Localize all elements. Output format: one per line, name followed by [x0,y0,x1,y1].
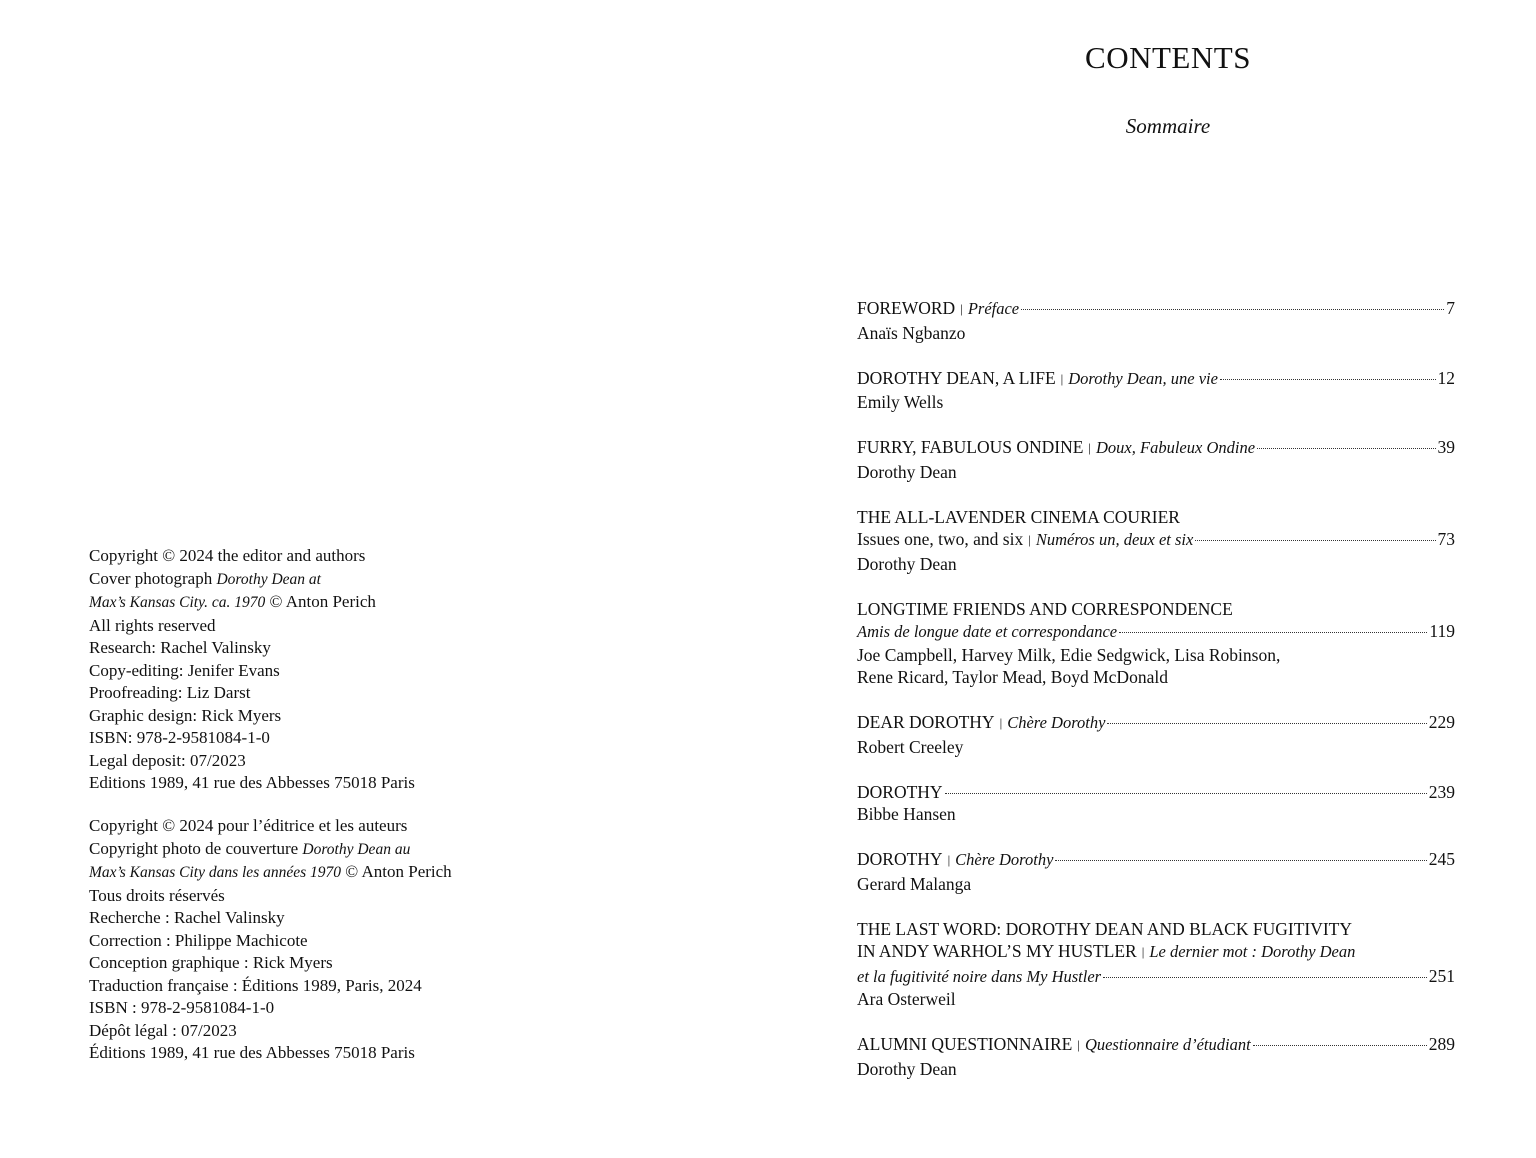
toc-entry [857,781,1455,826]
toc-page-number: 119 [1429,621,1455,641]
toc-entry [857,506,1455,576]
toc-line [857,940,1455,965]
colophon-text: Copy-editing: Jenifer Evans [89,660,280,680]
toc-entry [857,367,1455,414]
toc-french-title: Le dernier mot : Dorothy Dean [1149,942,1356,961]
colophon-line [89,975,509,998]
toc-entry [857,598,1455,689]
colophon-text: Copyright © 2024 the editor and authors [89,546,366,565]
colophon-line [89,1020,509,1043]
colophon-text: Cover photograph [89,568,217,588]
colophon-text: Copyright photo de couverture [89,838,303,858]
toc-author: Gerard Malanga [857,873,972,894]
toc-title: FOREWORD [857,298,956,318]
toc-title: DOROTHY [857,781,943,802]
colophon-line [89,907,509,930]
toc-french-title: Chère Dorothy [1007,713,1106,732]
dot-leader [1195,540,1435,541]
toc-page-number: 251 [1428,965,1455,986]
toc-author: Robert Creeley [857,736,964,757]
toc-separator: | [960,301,963,316]
toc-line [857,1033,1455,1058]
colophon-line [89,615,509,638]
toc-separator: | [1028,532,1031,547]
toc-author: Dorothy Dean [857,1058,957,1079]
dot-leader [1257,448,1435,449]
colophon-text: Correction : Philippe Machicote [89,930,308,950]
toc-line [857,297,1455,322]
colophon-english [89,545,509,795]
contents-subtitle: Sommaire [1125,114,1211,138]
colophon-text: Copyright © 2024 pour l’éditrice et les auteurs [89,816,408,835]
colophon-line [89,705,509,728]
colophon-line [89,772,509,795]
toc-french-title: et la fugitivité noire dans My Hustler [857,966,1102,986]
colophon-text: Dépôt légal : 07/2023 [89,1020,237,1040]
colophon-line [89,861,509,885]
toc-page-number: 7 [1446,298,1455,318]
colophon-text: Tous droits réservés [89,885,225,905]
colophon-text: Research: Rachel Valinsky [89,638,271,657]
colophon-line [89,568,509,592]
toc-line [857,367,1455,392]
toc-page-number: 73 [1437,529,1455,549]
contents-title: CONTENTS [1085,40,1251,75]
toc-title: DOROTHY [857,849,943,869]
toc-author: Dorothy Dean [857,553,957,574]
toc-separator: | [999,715,1003,730]
table-of-contents [857,297,1455,1103]
toc-line [857,506,1455,529]
toc-entry [857,297,1455,344]
toc-title: Issues one, two, and six [857,529,1024,549]
toc-title: FURRY, FABULOUS ONDINE [857,437,1084,457]
colophon-line [89,930,509,953]
toc-line [857,781,1455,804]
colophon-text: © Anton Perich [265,592,376,611]
dot-leader [1055,860,1426,861]
toc-page-number: 39 [1437,437,1455,457]
toc-page-number: 289 [1428,1034,1455,1054]
toc-author: Anaïs Ngbanzo [857,322,966,343]
colophon-french [89,815,509,1065]
toc-line [857,436,1455,461]
toc-page-number: 245 [1428,849,1455,869]
toc-line [857,711,1455,736]
colophon-italic: Dorothy Dean at [216,570,321,588]
toc-title: DEAR DOROTHY [857,712,995,732]
colophon-line [89,682,509,705]
right-page [768,0,1536,1158]
toc-title: THE LAST WORD: DOROTHY DEAN AND BLACK FUGITIVITY [857,918,1352,939]
dot-leader [1253,1045,1427,1046]
toc-title: IN ANDY WARHOL’S MY HUSTLER [857,941,1137,961]
colophon-text: Éditions 1989, 41 rue des Abbesses 75018 Paris [89,1043,415,1062]
colophon-text: © Anton Perich [341,862,452,881]
colophon-line [89,660,509,683]
colophon-text: ISBN: 978-2-9581084-1-0 [89,728,270,747]
colophon-line [89,997,509,1020]
toc-author: Emily Wells [857,392,944,412]
colophon-italic: Dorothy Dean au [302,840,411,858]
toc-separator: | [1077,1037,1080,1052]
toc-line [857,620,1455,644]
toc-entry [857,848,1455,895]
toc-entry [857,918,1455,1011]
toc-line [857,918,1455,941]
toc-entry [857,1033,1455,1080]
toc-separator: | [1060,370,1064,386]
colophon-text: All rights reserved [89,615,216,635]
toc-author: Rene Ricard, Taylor Mead, Boyd McDonald [857,667,1168,687]
dot-leader [1119,632,1427,633]
colophon-text: ISBN : 978-2-9581084-1-0 [89,998,275,1017]
toc-separator: | [1088,440,1092,455]
toc-line [857,598,1455,621]
colophon-line [89,727,509,750]
toc-author: Bibbe Hansen [857,804,956,824]
colophon-italic: Max’s Kansas City. ca. 1970 [89,594,266,611]
colophon-text: Proofreading: Liz Darst [89,683,251,702]
dot-leader [1220,379,1436,380]
dot-leader [1103,977,1427,978]
toc-french-title: Préface [967,299,1020,318]
toc-page-number: 12 [1437,367,1455,388]
toc-french-title: Dorothy Dean, une vie [1068,368,1218,388]
toc-title: LONGTIME FRIENDS AND CORRESPONDENCE [857,598,1233,619]
colophon-italic: Max’s Kansas City dans les années 1970 [89,864,342,881]
colophon-line [89,815,509,838]
colophon-text: Legal deposit: 07/2023 [89,750,246,770]
toc-french-title: Questionnaire d’étudiant [1084,1035,1251,1054]
toc-separator: | [1141,944,1145,959]
colophon-line [89,885,509,908]
toc-title: DOROTHY DEAN, A LIFE [857,367,1056,388]
toc-french-title: Chère Dorothy [955,850,1054,869]
colophon-text: Graphic design: Rick Myers [89,705,282,725]
colophon-line [89,750,509,773]
colophon-line [89,1042,509,1065]
toc-french-title: Numéros un, deux et six [1035,530,1194,549]
dot-leader [945,793,1427,794]
colophon-text: Editions 1989, 41 rue des Abbesses 75018 Paris [89,773,415,792]
toc-separator: | [947,852,951,867]
colophon-line [89,591,509,615]
toc-page-number: 229 [1428,712,1455,732]
toc-line [857,528,1455,553]
toc-page-number: 239 [1428,781,1455,802]
toc-title: ALUMNI QUESTIONNAIRE [857,1034,1073,1054]
toc-author: Dorothy Dean [857,461,957,482]
toc-entry [857,436,1455,483]
colophon-line [89,545,509,568]
toc-french-title: Doux, Fabuleux Ondine [1096,438,1256,457]
colophon-line [89,637,509,660]
dot-leader [1107,723,1426,724]
toc-line [857,848,1455,873]
colophon-line [89,952,509,975]
toc-author: Ara Osterweil [857,989,956,1009]
colophon-text: Conception graphique : Rick Myers [89,953,333,972]
toc-title: THE ALL-LAVENDER CINEMA COURIER [857,506,1180,527]
toc-french-title: Amis de longue date et correspondance [857,622,1118,641]
toc-entry [857,711,1455,758]
dot-leader [1021,309,1444,310]
toc-author: Joe Campbell, Harvey Milk, Edie Sedgwick, Lisa Robinson, [857,644,1281,665]
colophon-text: Traduction française : Éditions 1989, Paris, 2024 [89,975,422,995]
colophon-text: Recherche : Rachel Valinsky [89,908,285,927]
colophon-line [89,838,509,862]
toc-line [857,965,1455,989]
